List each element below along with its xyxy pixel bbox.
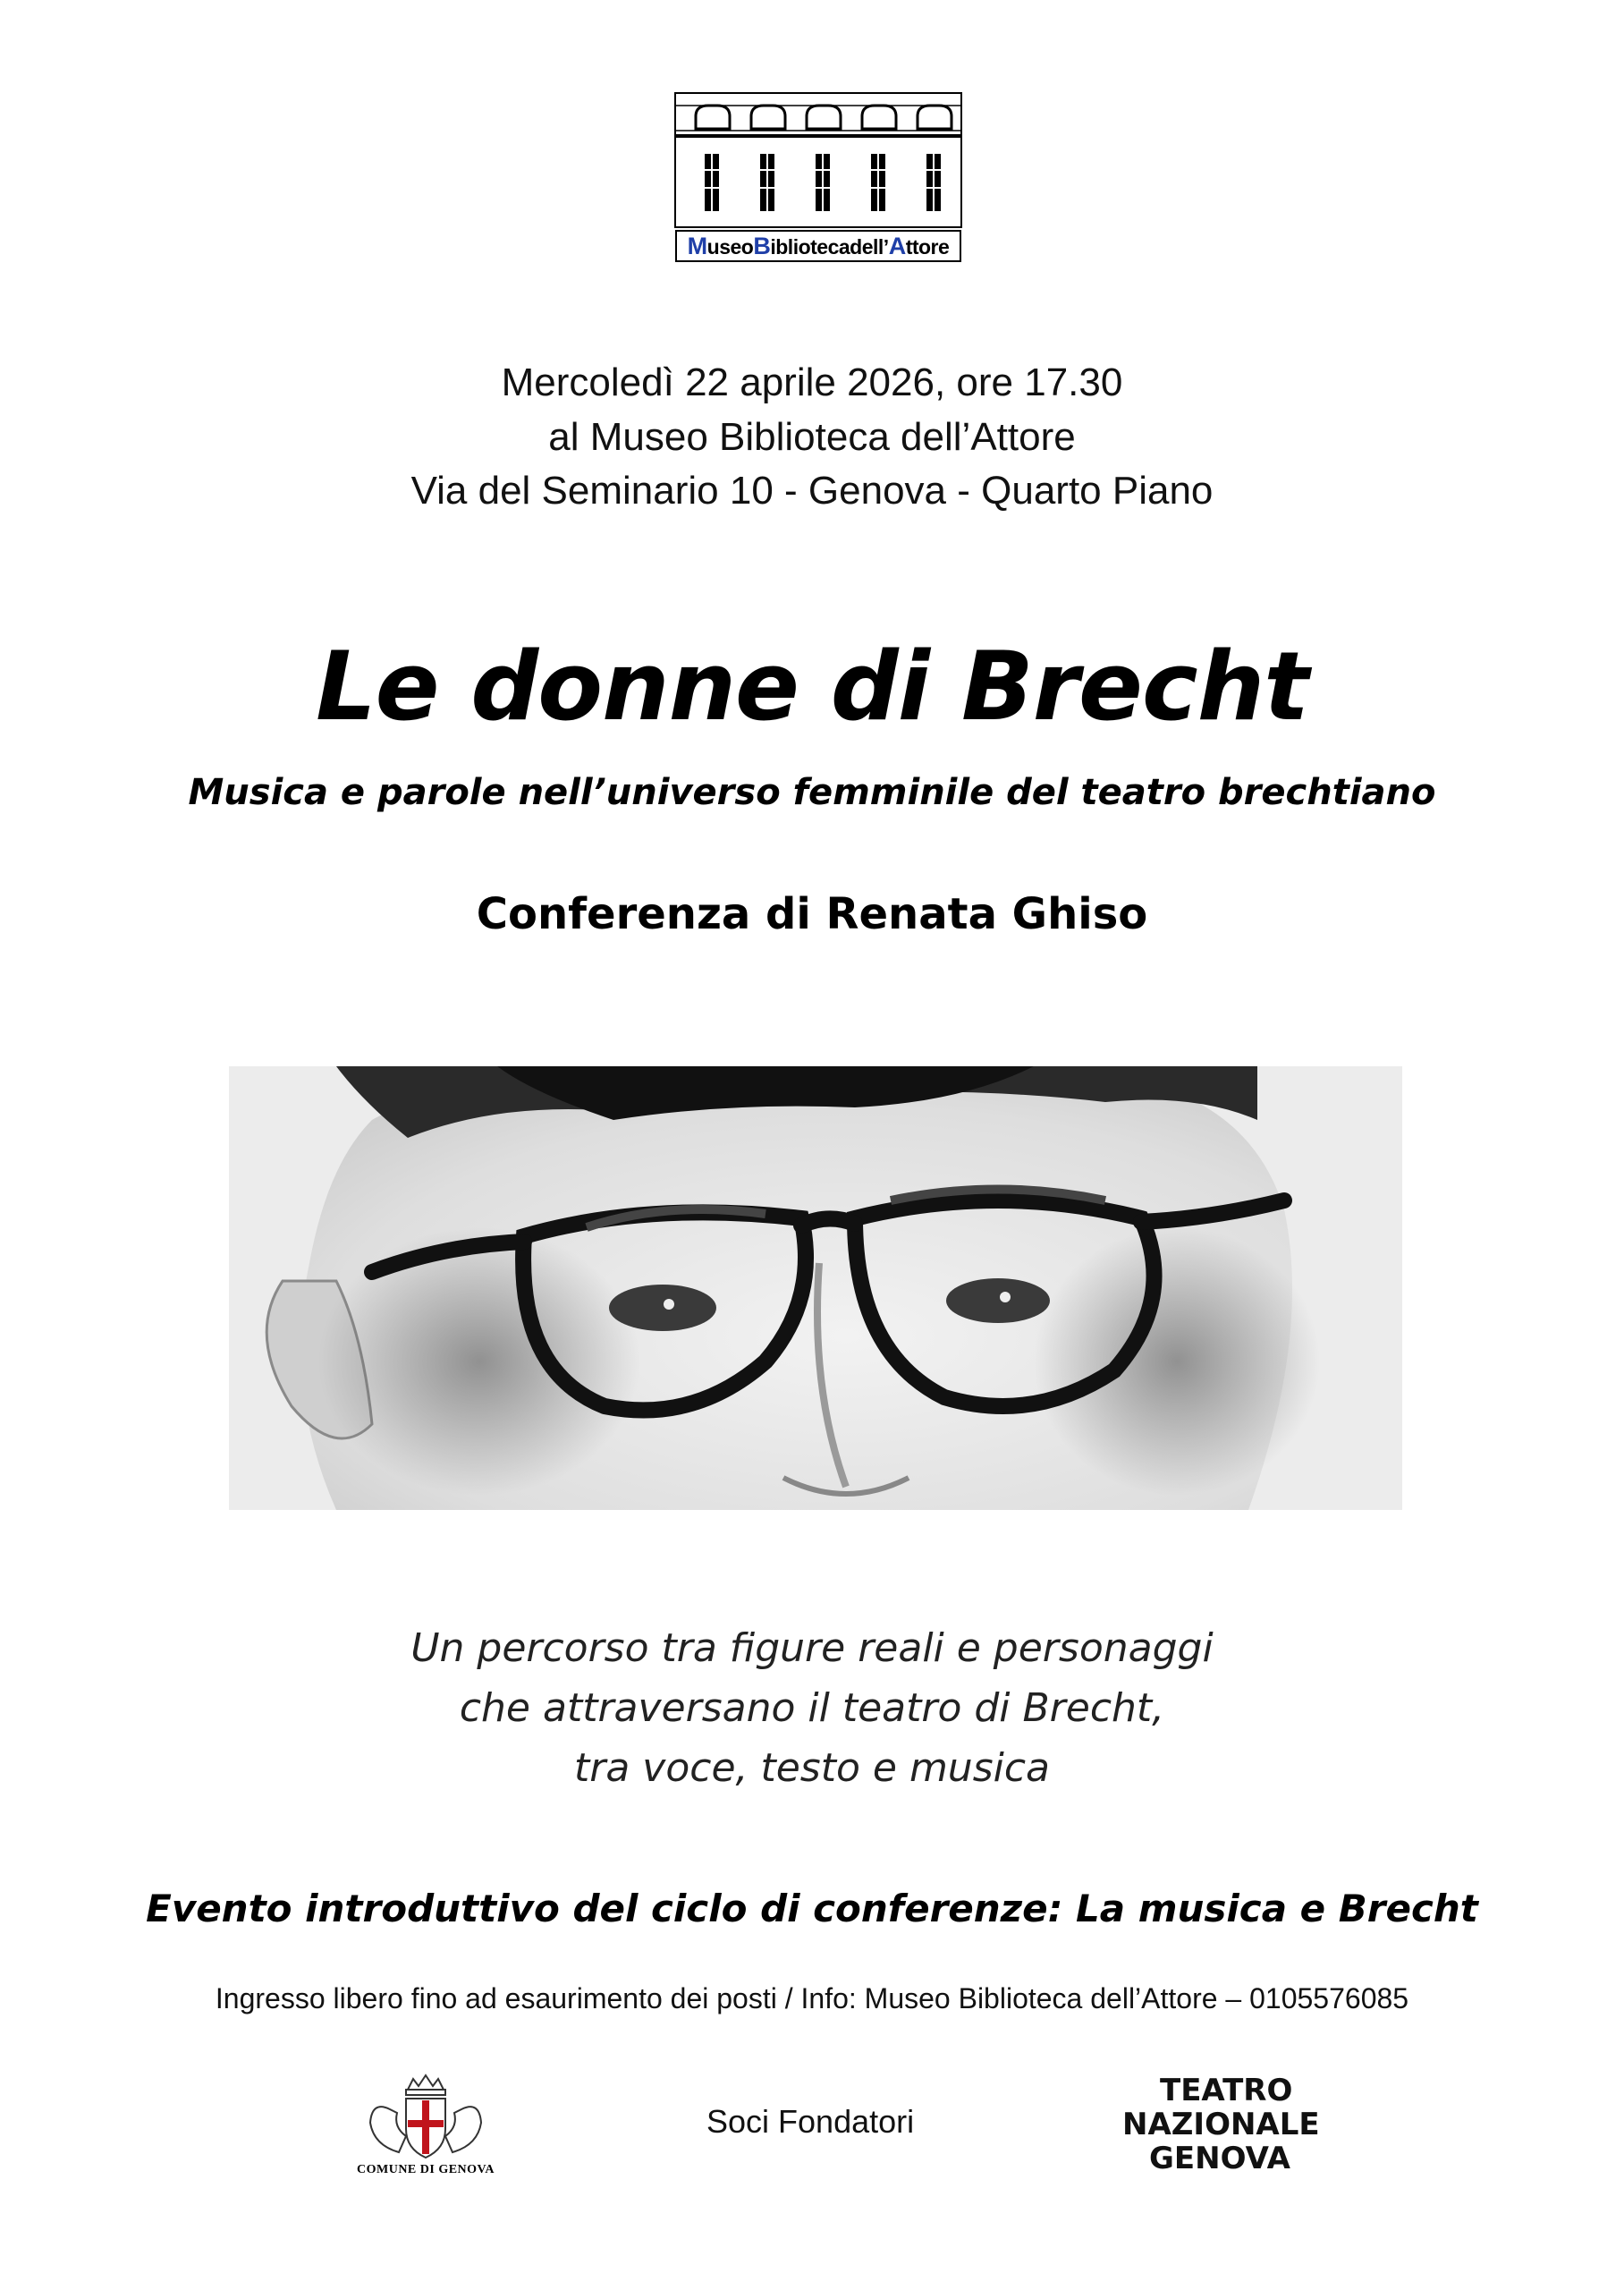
description-line-3: tra voce, testo e musica xyxy=(574,1745,1050,1791)
museum-logo xyxy=(671,91,966,267)
entry-info-note: Ingresso libero fino ad esaurimento dei posti / Info: Museo Biblioteca dell’Attore – 0105576085 xyxy=(215,1982,1409,2014)
event-address: Via del Seminario 10 - Genova - Quarto Piano xyxy=(410,469,1214,513)
teatro-logo-line-3: GENOVA xyxy=(1149,2141,1290,2176)
comune-label: COMUNE DI GENOVA xyxy=(357,2163,495,2176)
teatro-logo-line-2: NAZIONALE xyxy=(1122,2107,1320,2142)
teatro-logo-line-1: TEATRO xyxy=(1160,2073,1293,2108)
comune-di-genova-logo xyxy=(354,2074,497,2181)
description-line-2: che attraversano il teatro di Brecht, xyxy=(459,1685,1165,1731)
teatro-nazionale-genova-logo xyxy=(1122,2074,1319,2179)
comune-coat-of-arms-icon xyxy=(354,2074,497,2163)
poster-subtitle: Musica e parole nell’universo femminile del teatro brechtiano xyxy=(188,772,1436,813)
soci-fondatori-label: Soci Fondatori xyxy=(706,2103,915,2140)
museum-building-icon xyxy=(671,91,966,230)
cycle-note: Evento introduttivo del ciclo di conferenze: La musica e Brecht xyxy=(146,1887,1478,1930)
event-date-time: Mercoledì 22 aprile 2026, ore 17.30 xyxy=(501,360,1123,404)
event-venue: al Museo Biblioteca dell’Attore xyxy=(548,415,1076,459)
description-line-1: Un percorso tra figure reali e personaggi xyxy=(410,1625,1214,1671)
museum-logo-wordmark: MuseoBibliotecadell’Attore xyxy=(675,230,961,262)
poster-title: Le donne di Brecht xyxy=(316,632,1308,742)
speaker-line: Conferenza di Renata Ghiso xyxy=(476,889,1148,939)
brecht-portrait-photo xyxy=(229,1066,1402,1510)
